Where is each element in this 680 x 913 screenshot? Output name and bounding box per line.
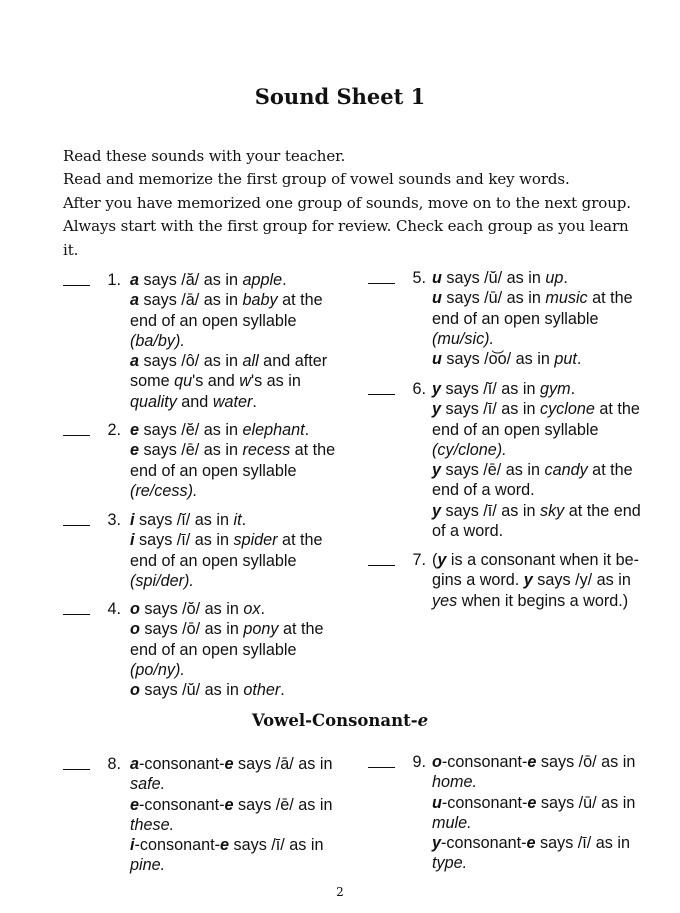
entry-number: 7. [412,551,426,569]
entry-text: a says /ă/ as in apple. a says /ā/ as in baby at the end of an open syllable (ba/by). a says /ô/ as in all and after some qu's and w's as in quality and water. [130,271,328,411]
entry-number: 1. [107,271,121,289]
entry-number: 4. [107,600,121,618]
entry-text: y says /ĭ/ as in gym. y says /ī/ as in cyclone at the end of an open syllable (cy/clone). y says /ē/ as in candy at the end of a word. y says /ī/ as in sky at the end of a word. [432,380,641,541]
entry-number: 9. [412,753,426,771]
entry-number: 8. [107,755,121,773]
entry-number: 2. [107,421,121,439]
entry-text: e says /ĕ/ as in elephant. e says /ē/ as in recess at the end of an open syllable (re/cess). [130,421,336,500]
entry-number: 6. [412,380,426,398]
check-blank[interactable] [368,283,395,284]
check-blank[interactable] [368,394,395,395]
entry-text: i says /ĭ/ as in it. i says /ī/ as in spider at the end of an open syllable (spi/der). [130,511,323,590]
check-blank[interactable] [63,614,90,615]
check-blank[interactable] [368,767,395,768]
entry-number: 3. [107,511,121,529]
entry-text: (y is a consonant when it be- gins a word. y says /y/ as in yes when it begins a word.) [432,551,639,610]
section-heading: Vowel-Consonant-e [251,711,429,730]
page-number: 2 [336,885,344,899]
instruction-line: Always start with the first group for review. Check each group as you learn [63,217,629,236]
check-blank[interactable] [368,565,395,566]
entry-text: o-consonant-e says /ō/ as in home. u-consonant-e says /ū/ as in mule. y-consonant-e says /ī/ as in type. [432,753,636,873]
instruction-line: Read and memorize the first group of vowel sounds and key words. [63,170,570,189]
entry-text: u says /ŭ/ as in up. u says /ū/ as in music at the end of an open syllable (mu/sic). u says /o͝o/ as in put. [432,269,633,369]
check-blank[interactable] [63,525,90,526]
entry-text: o says /ŏ/ as in ox. o says /ō/ as in pony at the end of an open syllable (po/ny). o says /ŭ/ as in other. [130,600,324,700]
entry-number: 5. [412,269,426,287]
check-blank[interactable] [63,435,90,436]
instructions [63,145,648,262]
check-blank[interactable] [63,769,90,770]
page-title: Sound Sheet 1 [254,84,426,109]
check-blank[interactable] [63,285,90,286]
instruction-line: it. [63,240,79,259]
instruction-line: Read these sounds with your teacher. [63,147,346,165]
instruction-line: After you have memorized one group of sounds, move on to the next group. [63,193,631,212]
entry-text: a-consonant-e says /ā/ as in safe. e-consonant-e says /ē/ as in these. i-consonant-e says /ī/ as in pine. [130,755,333,875]
